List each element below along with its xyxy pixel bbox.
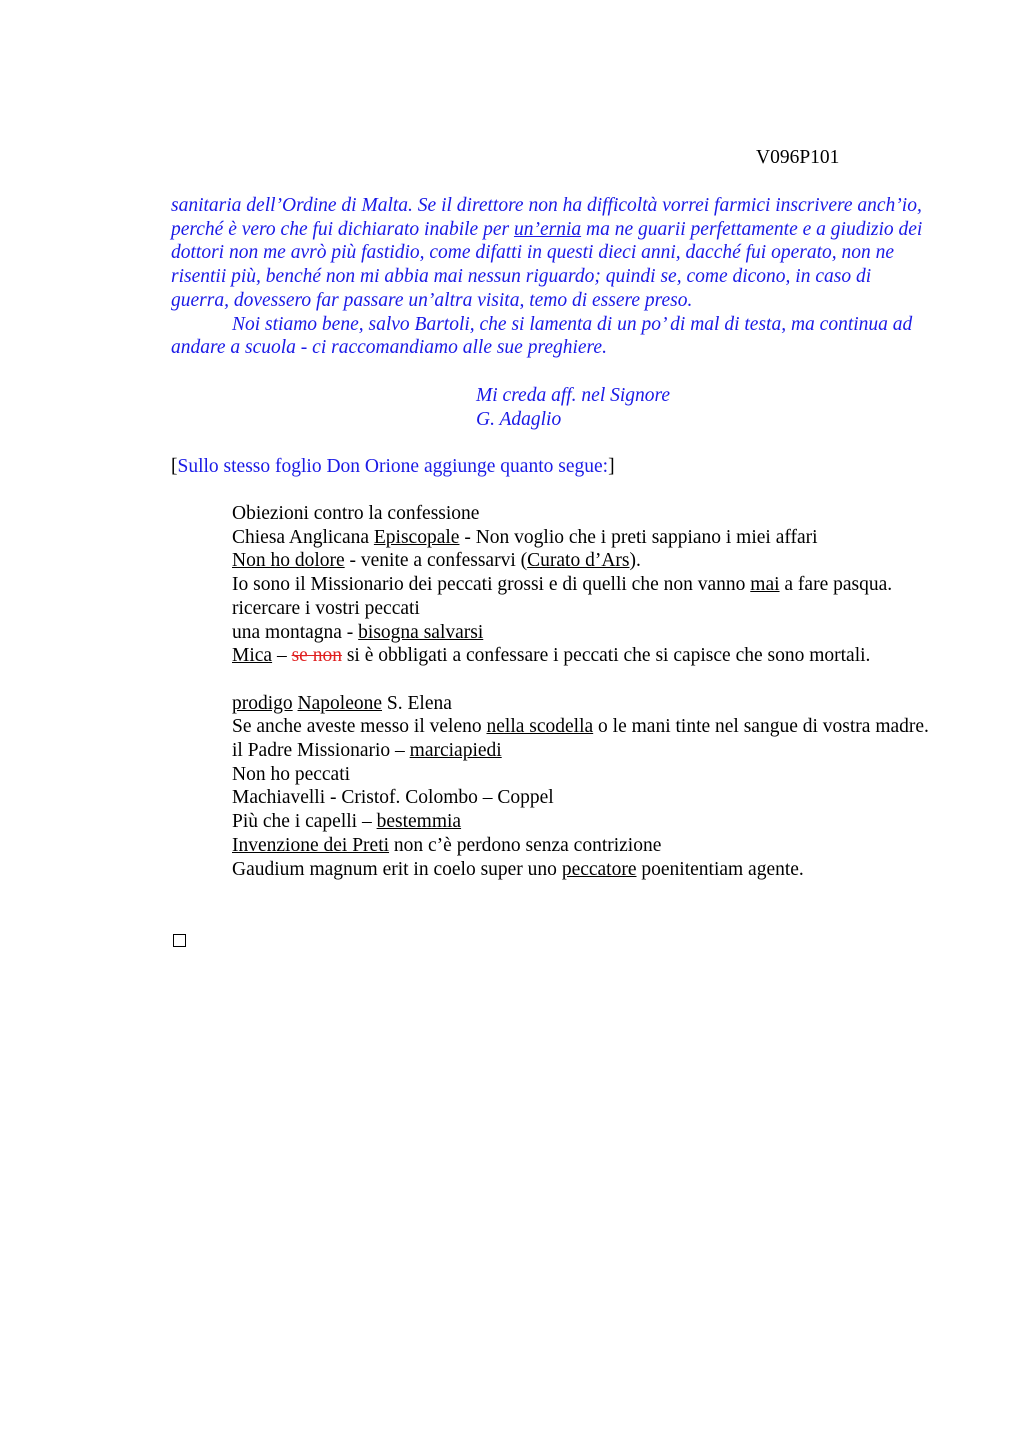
underlined-word: bisogna salvarsi <box>358 621 484 643</box>
underlined-word: Mica <box>232 645 273 667</box>
underlined-word: mai <box>750 574 780 596</box>
signature-block <box>476 384 670 431</box>
note-text: Gaudium magnum erit in coelo super uno <box>232 858 562 880</box>
note-line <box>171 692 931 716</box>
underlined-word: Episcopale <box>373 526 460 548</box>
underlined-word: bestemmia <box>376 811 462 833</box>
note-line <box>171 549 931 573</box>
page-id: V096P101 <box>756 147 840 168</box>
note-text: S. Elena <box>382 692 452 714</box>
letter-text: sanitaria dell’Ordine di Malta. Se il direttore non ha difficoltà vorrei farmici inscrivere anch’io, perché è vero che fui dichiarato inabile per <box>171 195 922 240</box>
note-text: – <box>272 645 292 667</box>
note-text: si è obbligati a confessare i peccati che si capisce che sono mortali. <box>341 645 871 667</box>
note-text: Io sono il Missionario dei peccati grossi e di quelli che non vanno <box>232 574 751 596</box>
underlined-word: Curato d’Ars <box>527 550 630 572</box>
bracket-close: ] <box>608 456 615 477</box>
note-line <box>171 858 931 882</box>
note-line: Machiavelli - Cristof. Colombo – Coppel <box>232 787 554 809</box>
struck-text: se non <box>291 645 342 667</box>
note-text: a fare pasqua. <box>779 574 893 596</box>
note-line <box>171 573 931 597</box>
note-text: - venite a confessarvi ( <box>344 550 528 572</box>
note-text: poenitentiam agente. <box>636 858 804 880</box>
editor-note <box>171 455 615 479</box>
note-line: Obiezioni contro la confessione <box>232 503 480 524</box>
note-line: Non ho peccati <box>232 763 351 785</box>
note-line <box>171 834 931 858</box>
note-text: o le mani tinte nel sangue di vostra madre. <box>593 716 929 738</box>
note-text: ). <box>629 550 641 572</box>
notes-body <box>171 502 931 881</box>
underlined-word: prodigo <box>232 692 293 714</box>
note-line <box>171 621 931 645</box>
letter-paragraph-1 <box>171 194 931 313</box>
underlined-word: peccatore <box>561 858 637 880</box>
note-text: - Non voglio che i preti sappiano i miei affari <box>459 526 818 548</box>
underlined-word: nella scodella <box>486 716 594 738</box>
note-line <box>171 739 931 763</box>
end-marker-box-icon <box>173 934 186 947</box>
signature-name: G. Adaglio <box>476 408 562 430</box>
underlined-word: un’ernia <box>513 218 582 240</box>
bracket-open: [ <box>171 456 178 477</box>
note-text: il Padre Missionario – <box>232 740 410 762</box>
note-line <box>171 715 931 739</box>
signature-closing: Mi creda aff. nel Signore <box>476 385 671 406</box>
editor-note-text: Sullo stesso foglio Don Orione aggiunge quanto segue: <box>177 456 609 477</box>
underlined-word: Invenzione dei Preti <box>232 834 390 856</box>
note-text: Se anche aveste messo il veleno <box>232 716 487 738</box>
note-line <box>171 526 931 550</box>
underlined-word: marciapiedi <box>409 740 502 762</box>
letter-text: ma ne guarii perfettamente e a giudizio dei dottori non me avrò più fastidio, come difatti in questi dieci anni, dacché fui operato, non ne risentii più, benché non mi abbia mai nessun riguardo; quindi se, come dicono, in caso di guerra, dovessero far passare un’altra visita, temo di essere preso. <box>171 218 923 311</box>
underlined-word: Non ho dolore <box>232 550 345 572</box>
letter-body <box>171 194 931 360</box>
note-text: Chiesa Anglicana <box>232 526 374 548</box>
note-text: una montagna - <box>232 621 359 643</box>
letter-paragraph-2: Noi stiamo bene, salvo Bartoli, che si lamenta di un po’ di mal di testa, ma continua ad andare a scuola - ci raccomandiamo alle sue preghiere. <box>171 313 913 359</box>
note-line <box>171 644 931 668</box>
note-line: ricercare i vostri peccati <box>232 597 420 619</box>
underlined-word: Napoleone <box>297 692 383 714</box>
note-text: non c’è perdono senza contrizione <box>389 834 662 856</box>
note-text: Più che i capelli – <box>232 811 377 833</box>
spacer <box>171 668 931 692</box>
note-line <box>171 810 931 834</box>
